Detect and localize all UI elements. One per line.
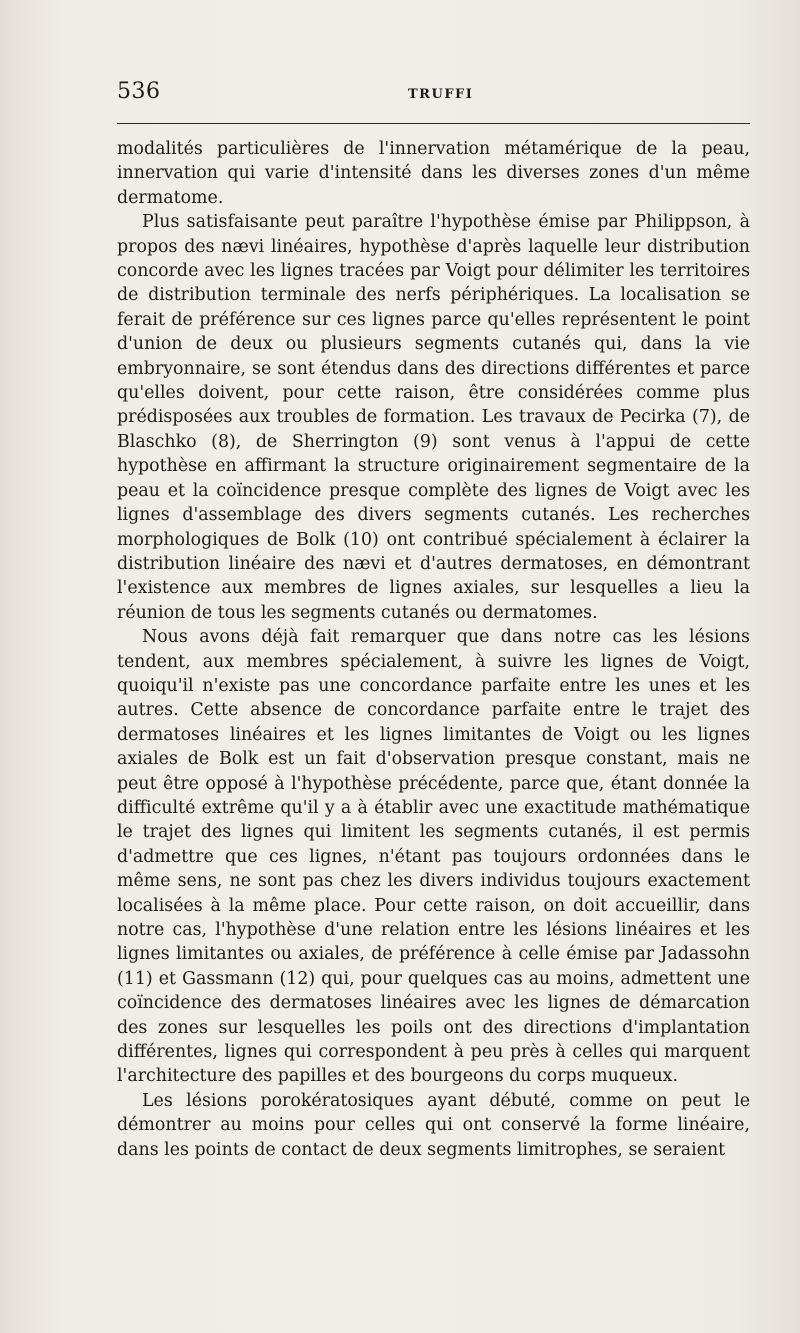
paragraph-continuation: modalités particulières de l'innervation métamérique de la peau, innervation qui varie d'intensité dans les diverses zones d'un même dermatome. (117, 139, 750, 208)
page-number: 536 (117, 79, 161, 104)
header-rule (117, 123, 750, 124)
body-text (117, 137, 750, 1162)
paragraph-observation: Nous avons déjà fait remarquer que dans notre cas les lésions tendent, aux membres spécialement, à suivre les lignes de Voigt, quoiqu'il n'existe pas une concordance parfaite entre les unes et les autres. Cette absence de concordance parfaite entre le trajet des dermatoses linéaires et les lignes limitantes de Voigt ou les lignes axiales de Bolk est un fait d'observation presque constant, mais ne peut être opposé à l'hypothèse précédente, parce que, étant donnée la difficulté extrême qu'il y a à établir avec une exactitude mathématique le trajet des lignes qui limitent les segments cutanés, il est permis d'admettre que ces lignes, n'étant pas toujours ordonnées dans le même sens, ne sont pas chez les divers individus toujours exactement localisées à la même place. Pour cette raison, on doit accueillir, dans notre cas, l'hypothèse d'une relation entre les lésions linéaires et les lignes limitantes ou axiales, de préférence à celle émise par Jadassohn (11) et Gassmann (12) qui, pour quelques cas au moins, admettent une coïncidence des dermatoses linéaires avec les lignes de démarcation des zones sur lesquelles les poils ont des directions d'implantation différentes, lignes qui correspondent à peu près à celles qui marquent l'architecture des papilles et des bourgeons du corps muqueux. (117, 627, 750, 1087)
page-header (117, 78, 750, 108)
running-head: TRUFFI (408, 87, 474, 102)
paragraph-philippson-hypothesis: Plus satisfaisante peut paraître l'hypothèse émise par Philippson, à propos des nævi linéaires, hypothèse d'après laquelle leur distribution concorde avec les lignes tracées par Voigt pour délimiter les territoires de distribution terminale des nerfs périphériques. La localisation se ferait de préférence sur ces lignes parce qu'elles représentent le point d'union de deux ou plusieurs segments cutanés qui, dans la vie embryonnaire, se sont étendus dans des directions différentes et parce qu'elles doivent, pour cette raison, être considérées comme plus prédisposées aux troubles de formation. Les travaux de Pecirka (7), de Blaschko (8), de Sherrington (9) sont venus à l'appui de cette hypothèse en affirmant la structure originairement segmentaire de la peau et la coïncidence presque complète des lignes de Voigt avec les lignes d'assemblage des divers segments cutanés. Les recherches morphologiques de Bolk (10) ont contribué spécialement à éclairer la distribution linéaire des nævi et d'autres dermatoses, en démontrant l'existence aux membres de lignes axiales, sur lesquelles a lieu la réunion de tous les segments cutanés ou dermatomes. (117, 212, 750, 623)
paragraph-porokeratosis: Les lésions porokératosiques ayant débuté, comme on peut le démontrer au moins pour celles qui ont conservé la forme linéaire, dans les points de contact de deux segments limitrophes, se seraient (117, 1090, 750, 1160)
